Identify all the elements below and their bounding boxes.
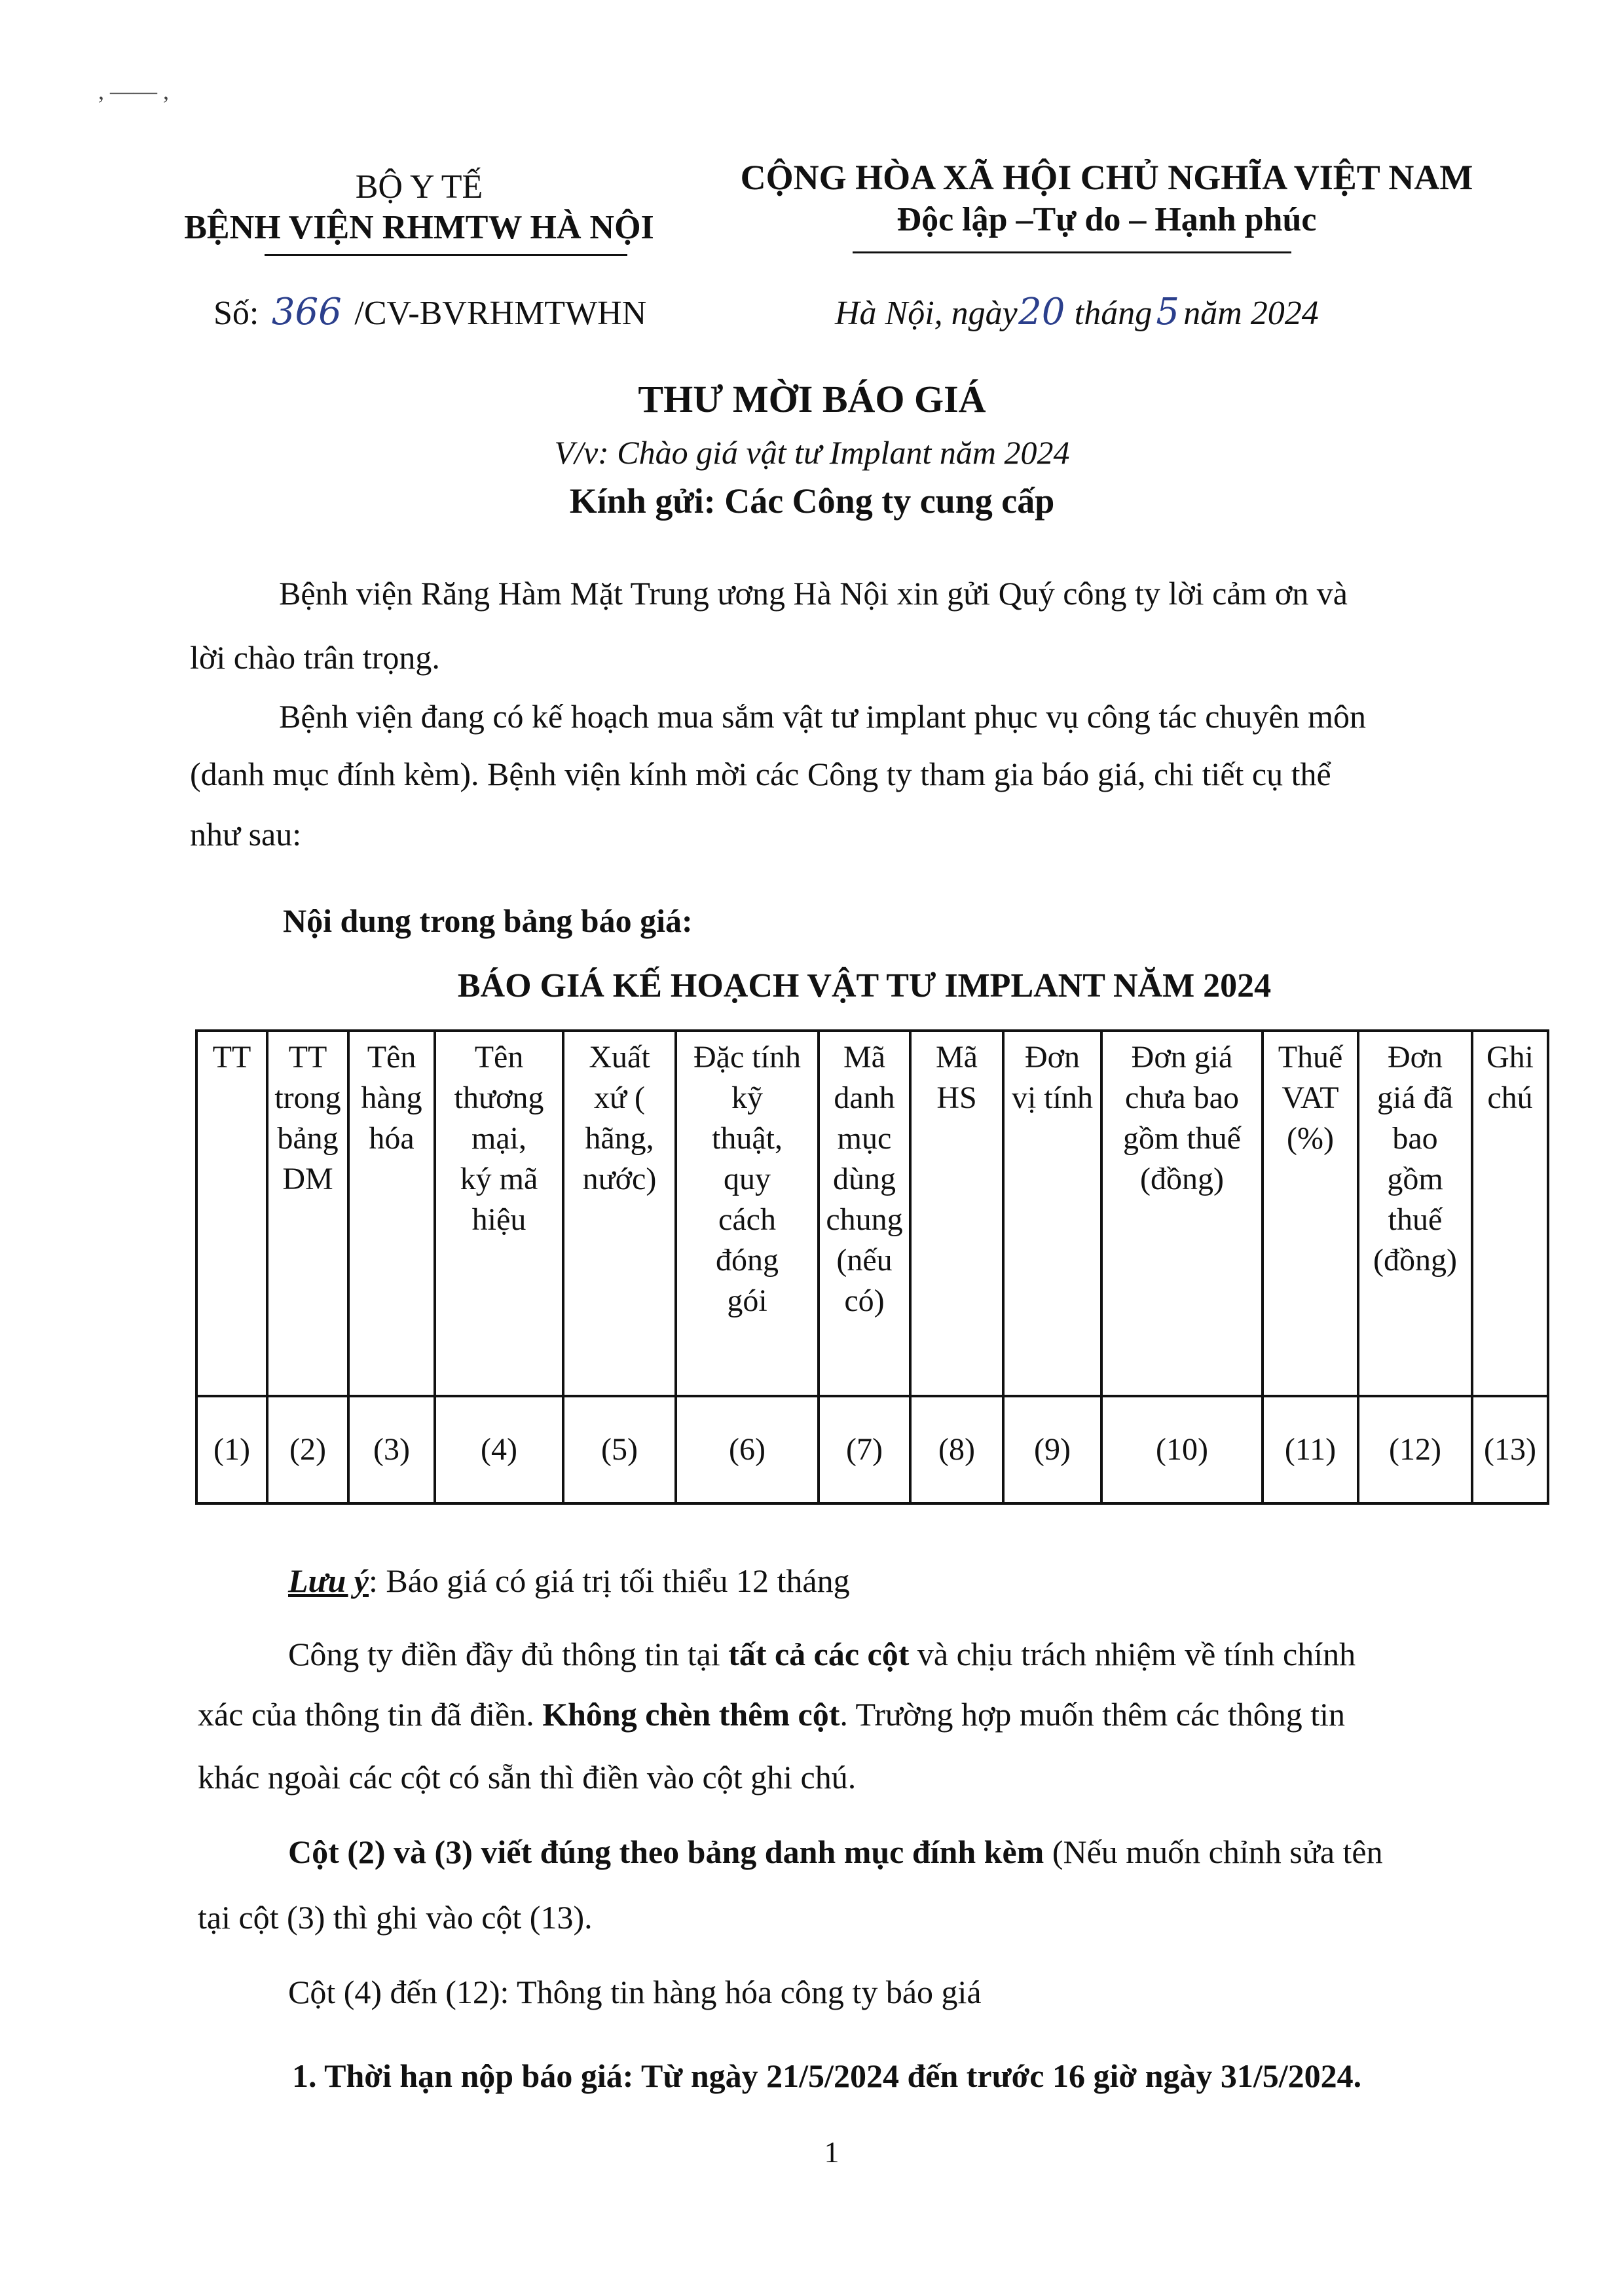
hospital-name: BỆNH VIỆN RHMTW HÀ NỘI [184,209,654,246]
column-number-cell: (11) [1263,1396,1358,1503]
column-number-cell: (3) [348,1396,435,1503]
plan-line-3: như sau: [190,816,302,853]
document-title: THƯ MỜI BÁO GIÁ [638,378,986,420]
column-rule-line-2: tại cột (3) thì ghi vào cột (13). [198,1899,593,1936]
document-subject: V/v: Chào giá vật tư Implant năm 2024 [554,434,1070,471]
validity-note [288,1551,850,1611]
ministry-name: BỘ Y TẾ [355,168,483,206]
column-number-cell: (4) [435,1396,563,1503]
header-cell-price-excl-tax: Đơn giá chưa bao gồm thuế (đồng) [1101,1031,1263,1396]
header-cell-notes: Ghi chú [1472,1031,1548,1396]
fill-instruction-line-2: xác của thông tin đã điền. Không chèn thêm cột. Trường hợp muốn thêm các thông tin [198,1696,1346,1733]
date-place: Hà Nội, ngày [835,295,1018,332]
date-year: năm 2024 [1183,295,1319,332]
column-number-cell: (6) [676,1396,819,1503]
plan-line-2: (danh mục đính kèm). Bệnh viện kính mời các Công ty tham gia báo giá, chi tiết cụ thể [190,756,1331,792]
header-cell-price-incl-tax: Đơn giá đã bao gồm thuế (đồng) [1358,1031,1472,1396]
reference-prefix: Số: [213,295,259,332]
column-rule-line-1: Cột (2) và (3) viết đúng theo bảng danh mục đính kèm (Nếu muốn chỉnh sửa tên [288,1833,1383,1870]
intro-line-2: lời chào trân trọng. [190,639,440,676]
motto-underline [853,251,1291,253]
header-cell-common-code: Mã danh mục dùng chung (nếu có) [819,1031,910,1396]
column-number-cell: (2) [267,1396,348,1503]
plan-line-1: Bệnh viện đang có kế hoạch mua sắm vật tư implant phục vụ công tác chuyên môn [279,698,1366,735]
header-cell-vat: Thuế VAT (%) [1263,1031,1358,1396]
column-number-cell: (8) [910,1396,1003,1503]
table-title: BÁO GIÁ KẾ HOẠCH VẬT TƯ IMPLANT NĂM 2024 [457,967,1272,1004]
header-cell-trade-name: Tên thương mại, ký mã hiệu [435,1031,563,1396]
table-number-row [196,1396,1548,1503]
header-cell-hs-code: Mã HS [910,1031,1003,1396]
column-number-cell: (7) [819,1396,910,1503]
column-4-12-note: Cột (4) đến (12): Thông tin hàng hóa công ty báo giá [288,1974,982,2010]
date-month-label: tháng [1074,295,1153,332]
content-heading: Nội dung trong bảng báo giá: [283,902,693,939]
header-cell-unit: Đơn vị tính [1003,1031,1101,1396]
header-cell-item-name: Tên hàng hóa [348,1031,435,1396]
reference-number [213,291,646,333]
date-line [835,291,1319,333]
page-number: 1 [824,2135,840,2169]
header-cell-tt: TT [196,1031,267,1396]
intro-line-1: Bệnh viện Răng Hàm Mặt Trung ương Hà Nội xin gửi Quý công ty lời cảm ơn và [279,575,1348,612]
column-number-cell: (13) [1472,1396,1548,1503]
recipient-line: Kính gửi: Các Công ty cung cấp [569,481,1055,521]
fill-instruction-line-3: khác ngoài các cột có sẵn thì điền vào cột ghi chú. [198,1759,857,1796]
column-number-cell: (1) [196,1396,267,1503]
handwritten-day: 20 [1018,291,1065,333]
column-number-cell: (10) [1101,1396,1263,1503]
column-number-cell: (12) [1358,1396,1472,1503]
column-number-cell: (5) [563,1396,676,1503]
reference-suffix: /CV-BVRHMTWHN [354,295,647,332]
hospital-underline [265,254,627,256]
republic-name: CỘNG HÒA XÃ HỘI CHỦ NGHĨA VIỆT NAM [740,158,1473,197]
handwritten-month: 5 [1156,291,1180,333]
header-cell-specifications: Đặc tính kỹ thuật, quy cách đóng gói [676,1031,819,1396]
deadline-item: 1. Thời hạn nộp báo giá: Từ ngày 21/5/2024 đến trước 16 giờ ngày 31/5/2024. [292,2057,1362,2094]
column-number-cell: (9) [1003,1396,1101,1503]
header-cell-tt-dm: TT trong bảng DM [267,1031,348,1396]
handwritten-reference-number: 366 [271,291,342,333]
fill-instruction-line-1: Công ty điền đầy đủ thông tin tại tất cả các cột và chịu trách nhiệm về tính chính [288,1636,1356,1672]
note-label: Lưu ý [288,1562,369,1599]
quotation-table [195,1029,1549,1505]
scan-mark: , —— , [98,78,169,104]
header-cell-origin: Xuất xứ ( hãng, nước) [563,1031,676,1396]
national-motto: Độc lập –Tự do – Hạnh phúc [896,201,1317,238]
table-header-row [196,1031,1548,1396]
note-text: : Báo giá có giá trị tối thiểu 12 tháng [369,1562,850,1599]
